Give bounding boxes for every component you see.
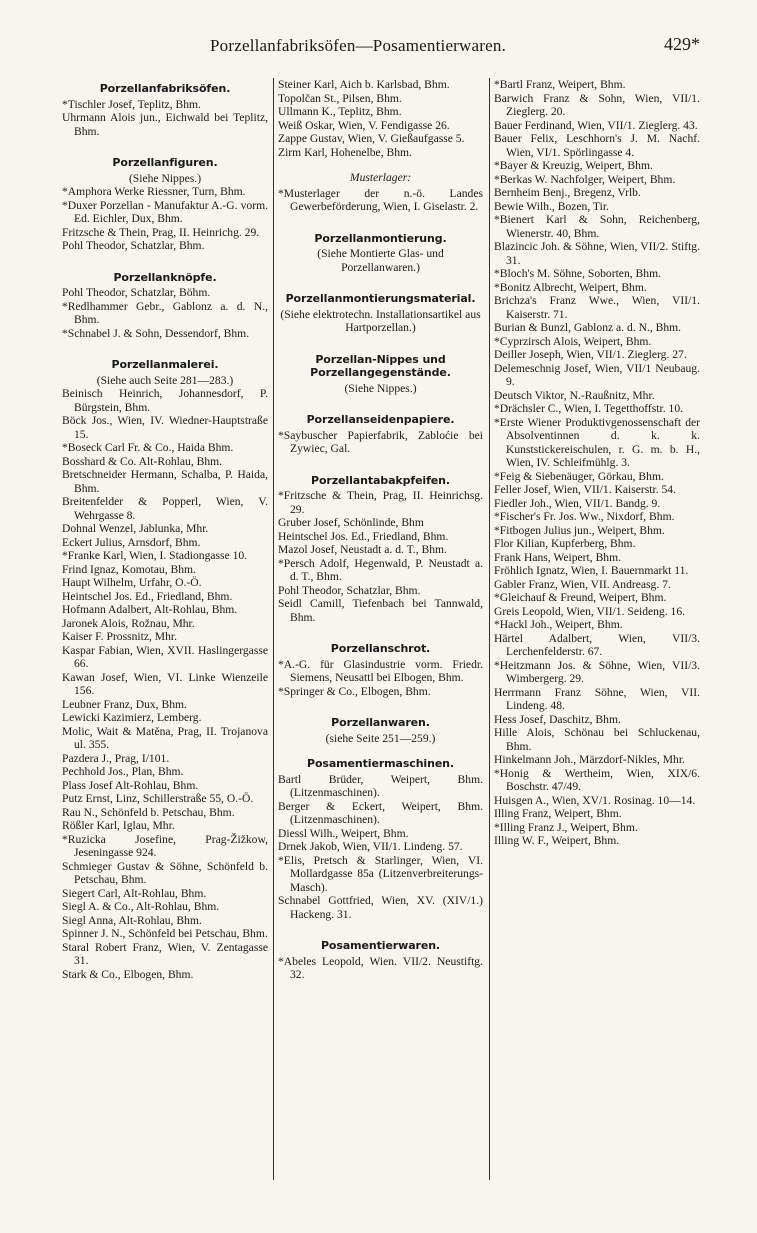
list-item: Siegert Carl, Alt-Rohlau, Bhm. xyxy=(62,886,207,900)
list-item: Mazol Josef, Neustadt a. d. T., Bhm. xyxy=(278,543,447,556)
list-item: Steiner Karl, Aich b. Karlsbad, Bhm. xyxy=(278,78,450,91)
list-item: *A.-G. für Glasindustrie vorm. Friedr. Siemens, Neusattl bei Elbogen, Bhm. xyxy=(278,657,483,684)
list-item: *Honig & Wertheim, Wien, XIX/6. Boschstr. 47/49. xyxy=(494,766,700,793)
list-item: *Franke Karl, Wien, I. Stadiongasse 10. xyxy=(62,549,248,562)
list-item: *Fischer's Fr. Jos. Ww., Nixdorf, Bhm. xyxy=(494,510,675,523)
list-item: *Bonitz Albrecht, Weipert, Bhm. xyxy=(494,280,647,294)
list-item: Deutsch Viktor, N.-Raußnitz, Mhr. xyxy=(494,388,655,402)
cross-reference: (Siehe auch Seite 281—283.) xyxy=(96,373,234,387)
list-item: Bosshard & Co. Alt-Rohlau, Bhm. xyxy=(62,454,223,468)
list-item: Frank Hans, Weipert, Bhm. xyxy=(494,550,622,564)
list-item: Bauer Felix, Leschhorn's J. M. Nachf. Wien, VI/1. Spörlingasse 4. xyxy=(494,132,700,159)
list-item: Zirm Karl, Hohenelbe, Bhm. xyxy=(278,145,412,159)
section-heading: Porzellanseidenpapiere. xyxy=(306,413,455,426)
list-item: *Amphora Werke Riessner, Turn, Bhm. xyxy=(62,185,246,198)
list-item: *Ruzicka Josefine, Prag-Žižkow, Jeseningasse 924. xyxy=(62,832,268,859)
list-item: Stark & Co., Elbogen, Bhm. xyxy=(62,967,194,981)
list-item: Berger & Eckert, Weipert, Bhm. (Litzenmaschinen). xyxy=(278,799,483,826)
list-item: Molic, Wait & Matěna, Prag, II. Trojanova ul. 355. xyxy=(62,724,268,751)
section-heading: Porzellanmontierung. xyxy=(314,231,447,245)
section-heading: Porzellan-Nippes und Porzellangegenstände. xyxy=(310,352,451,379)
list-item: Breitenfelder & Popperl, Wien, V. Wehrgasse 8. xyxy=(62,495,268,522)
list-item: Härtel Adalbert, Wien, VII/3. Lerchenfelderstr. 67. xyxy=(494,631,700,658)
list-item: *Springer & Co., Elbogen, Bhm. xyxy=(278,684,431,698)
list-item: Haupt Wilhelm, Urfahr, O.-Ö. xyxy=(62,576,202,589)
list-item: Pazdera J., Prag, I/101. xyxy=(62,751,170,765)
list-item: Illing W. F., Weipert, Bhm. xyxy=(494,834,620,847)
section-heading: Porzellanfabriksöfen. xyxy=(99,82,231,95)
list-item: Diessl Wilh., Weipert, Bhm. xyxy=(278,826,409,840)
list-item: *Redlhammer Gebr., Gablonz a. d. N., Bhm. xyxy=(62,299,268,326)
list-item: Beinisch Heinrich, Johannesdorf, P. Bürgstein, Bhm. xyxy=(62,387,268,414)
list-item: Fritzsche & Thein, Prag, II. Heinrichg. 29. xyxy=(62,225,260,239)
list-item: Pechhold Jos., Plan, Bhm. xyxy=(62,765,184,778)
list-item: Lewicki Kazimierz, Lemberg. xyxy=(62,711,202,724)
list-item: Delemeschnig Josef, Wien, VII/1 Neubaug. 9. xyxy=(494,361,700,388)
list-item: Herrmann Franz Söhne, Wien, VII. Lindeng. 48. xyxy=(494,685,700,712)
list-item: Fröhlich Ignatz, Wien, I. Bauernmarkt 11. xyxy=(494,564,689,577)
cross-reference: (Siehe Nippes.) xyxy=(128,171,202,185)
column-divider xyxy=(489,78,490,1180)
list-item: *Schnabel J. & Sohn, Dessendorf, Bhm. xyxy=(62,326,250,340)
section-heading: Porzellanmalerei. xyxy=(111,358,219,371)
section-heading: Porzellanknöpfe. xyxy=(113,270,217,284)
list-item: Plass Josef Alt-Rohlau, Bhm. xyxy=(62,778,199,792)
column-1 xyxy=(62,78,268,981)
list-item: Staral Robert Franz, Wien, V. Zentagasse 31. xyxy=(62,940,268,967)
list-item: *Feig & Siebenäuger, Görkau, Bhm. xyxy=(494,469,664,483)
column-3 xyxy=(494,78,700,848)
list-item: Kaiser F. Prossnitz, Mhr. xyxy=(62,630,178,643)
list-item: Heintschel Jos. Ed., Friedland, Bhm. xyxy=(62,589,233,603)
page-header xyxy=(60,32,700,60)
list-item: *Elis, Pretsch & Starlinger, Wien, VI. Mollardgasse 85a (Litzenverbreiterungs-Masch). xyxy=(278,853,483,894)
list-item: Leubner Franz, Dux, Bhm. xyxy=(62,697,187,711)
list-item: *Hackl Joh., Weipert, Bhm. xyxy=(494,618,623,631)
list-item: Hille Alois, Schönau bei Schluckenau, Bhm. xyxy=(494,726,700,753)
list-item: Bernheim Benj., Bregenz, Vrlb. xyxy=(494,186,641,199)
list-item: Zappe Gustav, Wien, V. Gießaufgasse 5. xyxy=(278,132,465,145)
cross-reference: (siehe Seite 251—259.) xyxy=(325,731,436,745)
list-item: Deiller Joseph, Wien, VII/1. Zieglerg. 27. xyxy=(494,348,687,361)
list-item: *Musterlager der n.-ö. Landes Gewerbeförderung, Wien, I. Giselastr. 2. xyxy=(278,186,483,213)
list-item: *Bloch's M. Söhne, Soborten, Bhm. xyxy=(494,267,661,280)
list-item: *Illing Franz J., Weipert, Bhm. xyxy=(494,820,638,834)
list-item: Dohnal Wenzel, Jablunka, Mhr. xyxy=(62,522,209,535)
list-item: *Bayer & Kreuzig, Weipert, Bhm. xyxy=(494,159,653,172)
subsection-label: Musterlager: xyxy=(349,171,412,184)
list-item: Jaronek Alois, Rožnau, Mhr. xyxy=(62,616,195,630)
list-item: Kaspar Fabian, Wien, XVII. Haslingergasse 66. xyxy=(62,643,268,670)
list-item: Putz Ernst, Linz, Schillerstraße 55, O.-Ö. xyxy=(62,792,254,805)
page-title: Porzellanfabriksöfen—Posamentierwaren. xyxy=(210,36,507,55)
section-heading: Posamentierwaren. xyxy=(320,939,441,952)
list-item: Huisgen A., Wien, XV/1. Rosinag. 10—14. xyxy=(494,793,696,807)
list-item: Schnabel Gottfried, Wien, XV. (XIV/1.) Hackeng. 31. xyxy=(278,894,483,921)
list-item: *Fitbogen Julius jun., Weipert, Bhm. xyxy=(494,523,665,537)
list-item: Frind Ignaz, Komotau, Bhm. xyxy=(62,562,196,576)
list-item: Barwich Franz & Sohn, Wien, VII/1. Zieglerg. 20. xyxy=(494,91,700,118)
list-item: Hinkelmann Joh., Märzdorf-Nikles, Mhr. xyxy=(494,753,685,766)
cross-reference: (Siehe Nippes.) xyxy=(344,381,417,395)
list-item: Bewie Wilh., Bozen, Tir. xyxy=(494,199,609,213)
list-item: *Bienert Karl & Sohn, Reichenberg, Wienerstr. 40, Bhm. xyxy=(494,213,700,240)
list-item: *Boseck Carl Fr. & Co., Haida Bhm. xyxy=(62,441,234,454)
list-item: *Duxer Porzellan - Manufaktur A.-G. vorm. Ed. Eichler, Dux, Bhm. xyxy=(62,198,268,225)
list-item: *Erste Wiener Produktivgenossenschaft der Absolventinnen d. k. k. Kunststickereischulen, r. G. m. b. H., Wien, IV. Schleifmühlg. 3. xyxy=(494,415,700,469)
list-item: Greis Leopold, Wien, VII/1. Seideng. 16. xyxy=(494,604,686,618)
list-item: Pohl Theodor, Schatzlar, Bhm. xyxy=(278,583,421,597)
list-item: *Fritzsche & Thein, Prag, II. Heinrichsg. 29. xyxy=(278,489,483,516)
list-item: *Tischler Josef, Teplitz, Bhm. xyxy=(62,97,201,111)
list-item: *Cyprzirsch Alois, Weipert, Bhm. xyxy=(494,334,652,348)
list-item: Drnek Jakob, Wien, VII/1. Lindeng. 57. xyxy=(278,840,463,853)
list-item: Gabler Franz, Wien, VII. Andreasg. 7. xyxy=(494,577,671,591)
list-item: *Drächsler C., Wien, I. Tegetthoffstr. 10. xyxy=(494,402,684,415)
list-item: Kawan Josef, Wien, VI. Linke Wienzeile 156. xyxy=(62,670,268,697)
list-item: Eckert Julius, Arnsdorf, Bhm. xyxy=(62,535,201,549)
list-item: Seidl Camill, Tiefenbach bei Tannwald, Bhm. xyxy=(278,597,483,624)
page-number: 429* xyxy=(664,34,700,54)
list-item: Bartl Brüder, Weipert, Bhm. (Litzenmaschinen). xyxy=(278,772,483,799)
section-heading: Posamentiermaschinen. xyxy=(306,757,454,770)
section-heading: Porzellanmontierungsmaterial. xyxy=(285,292,476,305)
list-item: Flor Kilian, Kupferberg, Bhm. xyxy=(494,537,636,550)
section-heading: Porzellantabakpfeifen. xyxy=(311,473,450,487)
section-heading: Porzellanfiguren. xyxy=(112,156,218,169)
list-item: Topolčan St., Pilsen, Bhm. xyxy=(278,91,402,105)
column-2 xyxy=(278,78,483,982)
list-item: *Bartl Franz, Weipert, Bhm. xyxy=(494,78,626,91)
list-item: *Berkas W. Nachfolger, Weipert, Bhm. xyxy=(494,172,676,186)
list-item: Rau N., Schönfeld b. Petschau, Bhm. xyxy=(62,805,235,819)
list-item: Brichza's Franz Wwe., Wien, VII/1. Kaiserstr. 71. xyxy=(494,294,700,321)
list-item: Uhrmann Alois jun., Eichwald bei Teplitz, Bhm. xyxy=(62,111,268,138)
list-item: *Saybuscher Papierfabrik, Zabloćie bei Zywiec, Gal. xyxy=(278,428,483,455)
list-item: Schmieger Gustav & Söhne, Schönfeld b. Petschau, Bhm. xyxy=(62,859,268,886)
cross-reference: (Siehe Montierte Glas- und Porzellanwaren.) xyxy=(317,247,444,274)
list-item: Heintschel Jos. Ed., Friedland, Bhm. xyxy=(278,529,449,543)
list-item: *Abeles Leopold, Wien. VII/2. Neustiftg. 32. xyxy=(278,954,483,981)
list-item: Bretschneider Hermann, Schalba, P. Haida, Bhm. xyxy=(62,468,268,495)
list-item: Bauer Ferdinand, Wien, VII/1. Zieglerg. 43. xyxy=(494,118,698,132)
cross-reference: (Siehe elektrotechn. Installationsartikel aus Hartporzellan.) xyxy=(280,307,481,334)
list-item: Illing Franz, Weipert, Bhm. xyxy=(494,807,622,820)
list-item: Ullmann K., Teplitz, Bhm. xyxy=(278,105,402,118)
list-item: Rößler Karl, Iglau, Mhr. xyxy=(62,819,175,832)
list-item: Siegl A. & Co., Alt-Rohlau, Bhm. xyxy=(62,900,220,913)
list-item: Hess Josef, Daschitz, Bhm. xyxy=(494,712,621,726)
list-item: Blazincic Joh. & Söhne, Wien, VII/2. Stiftg. 31. xyxy=(494,240,700,267)
list-item: Pohl Theodor, Schatzlar, Böhm. xyxy=(62,286,211,299)
list-item: Gruber Josef, Schönlinde, Bhm xyxy=(278,516,424,529)
list-item: *Persch Adolf, Hegenwald, P. Neustadt a. d. T., Bhm. xyxy=(278,556,483,583)
list-item: Pohl Theodor, Schatzlar, Bhm. xyxy=(62,239,205,252)
list-item: Siegl Anna, Alt-Rohlau, Bhm. xyxy=(62,913,202,927)
column-divider xyxy=(273,78,274,1180)
list-item: *Gleichauf & Freund, Weipert, Bhm. xyxy=(494,591,667,604)
section-heading: Porzellanschrot. xyxy=(330,642,431,655)
list-item: Hofmann Adalbert, Alt-Rohlau, Bhm. xyxy=(62,603,238,616)
list-item: Feller Josef, Wien, VII/1. Kaiserstr. 54. xyxy=(494,483,676,496)
list-item: Fiedler Joh., Wien, VII/1. Bandg. 9. xyxy=(494,496,661,510)
list-item: Burian & Bunzl, Gablonz a. d. N., Bhm. xyxy=(494,321,682,334)
list-item: *Heitzmann Jos. & Söhne, Wien, VII/3. Wimbergerg. 29. xyxy=(494,658,700,685)
list-item: Spinner J. N., Schönfeld bei Petschau, Bhm. xyxy=(62,927,268,940)
section-heading: Porzellanwaren. xyxy=(331,716,430,729)
list-item: Böck Jos., Wien, IV. Wiedner-Hauptstraße 15. xyxy=(62,414,268,441)
list-item: Weiß Oskar, Wien, V. Fendigasse 26. xyxy=(278,118,450,132)
